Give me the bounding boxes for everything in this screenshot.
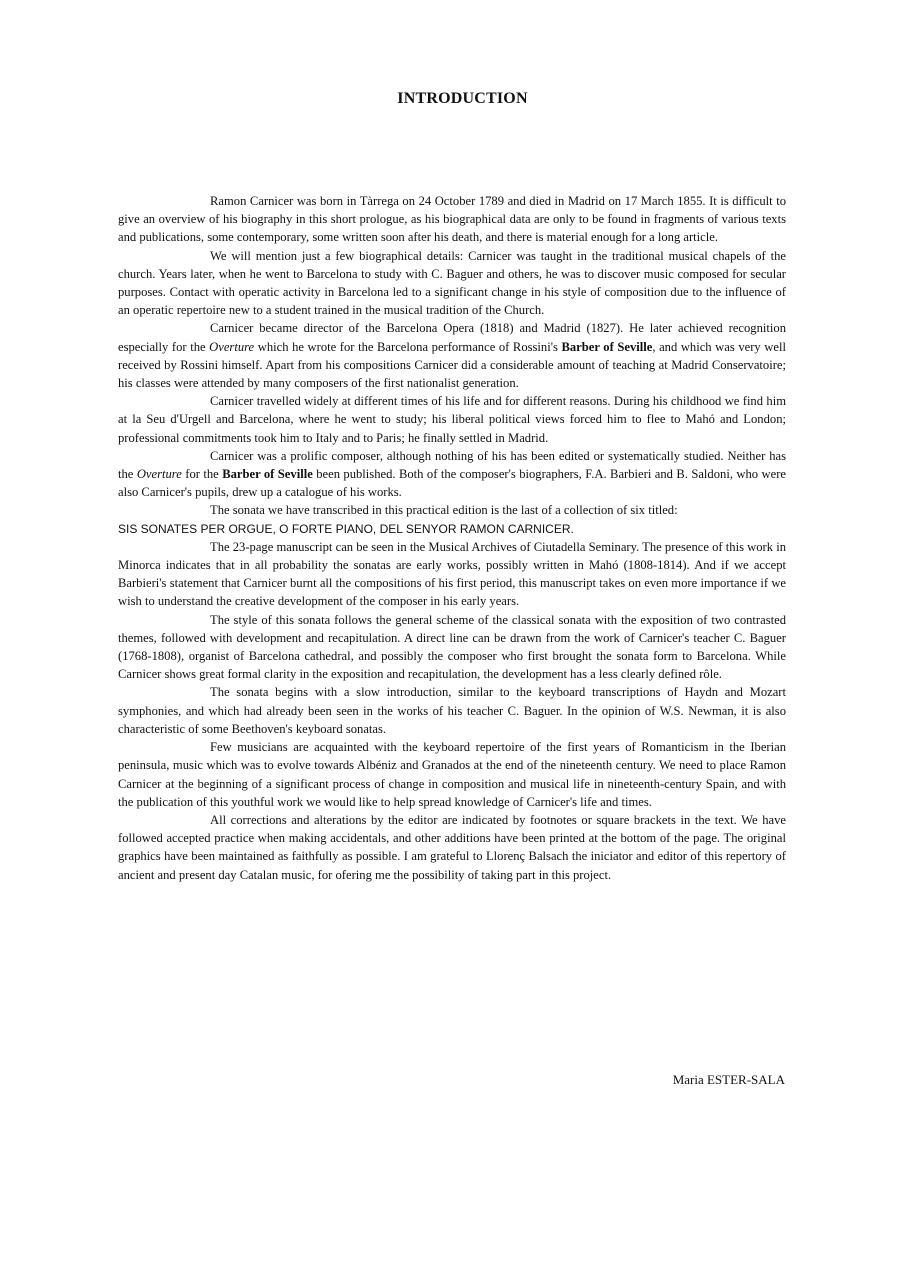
barber-of-seville-title: Barber of Seville bbox=[561, 339, 653, 354]
overture-title: Overture bbox=[136, 467, 182, 482]
paragraph-10: Few musicians are acquainted with the keyboard repertoire of the first years of Romanticism in the Iberian peninsula, music which was to evolve towards Albéniz and Granados at the end of the nineteenth century. We need to place Ramon Carnicer at the beginning of a significant process of change in composition and musical life in nineteenth-century Spain, and with the publication of this youthful work we would like to help spread knowledge of Carnicer's life and times. bbox=[118, 740, 786, 809]
paragraph-6: The sonata we have transcribed in this practical edition is the last of a collection of six titled: bbox=[210, 503, 678, 518]
author-signature: Maria ESTER-SALA bbox=[672, 1072, 785, 1087]
page-title: INTRODUCTION bbox=[397, 90, 528, 107]
paragraph-3-text-a: Carnicer became director of the Barcelona Opera (1818) and Madrid (1827). He later achieved recognition especially for the bbox=[118, 321, 786, 354]
paragraph-5-text-a: Carnicer was a prolific composer, although nothing of his has been edited or systematically studied. Neither has the bbox=[118, 448, 786, 482]
paragraph-5-text-c: been published. Both of the composer's biographers, F.A. Barbieri and B. Saldoni, who were also Carnicer's pupils, drew up a catalogue of his works. bbox=[118, 467, 786, 500]
paragraph-3-text-b: which he wrote for the Barcelona performance of Rossini's bbox=[254, 339, 562, 354]
paragraph-3-text-c: , and which was very well received by Rossini himself. Apart from his compositions Carnicer did a considerable amount of teaching at Madrid Conservatoire; his classes were attended by many composers of the first nationalist generation. bbox=[118, 339, 786, 391]
paragraph-2: We will mention just a few biographical details: Carnicer was taught in the traditional musical chapels of the church. Years later, when he went to Barcelona to study with C. Baguer and others, he was to discover music composed for secular purposes. Contact with operatic activity in Barcelona led to a significant change in his style of composition due to the influence of an operatic repertoire new to a student trained in the musical tradition of the Church. bbox=[118, 248, 786, 318]
paragraph-3 bbox=[118, 319, 786, 392]
paragraph-4: Carnicer travelled widely at different times of his life and for different reasons. During his childhood we find him at la Seu d'Urgell and Barcelona, where he went to study; his liberal political views forced him to flee to Mahó and London; professional commitments took him to Italy and to Paris; he finally settled in Madrid. bbox=[118, 394, 786, 445]
paragraph-1: Ramon Carnicer was born in Tàrrega on 24 October 1789 and died in Madrid on 17 March 1855. It is difficult to give an overview of his biography in this short prologue, as his biographical data are only to be found in fragments of various texts and publications, some contemporary, some written soon after his death, and there is material enough for a long article. bbox=[118, 194, 786, 245]
paragraph-8: The style of this sonata follows the general scheme of the classical sonata with the exposition of two contrasted themes, followed with development and recapitulation. A direct line can be drawn from the work of Carnicer's teacher C. Baguer (1768-1808), organist of Barcelona cathedral, and possibly the composer who first brought the sonata form to Barcelona. While Carnicer shows great formal clarity in the exposition and recapitulation, the development has a less clearly defined rôle. bbox=[118, 612, 786, 682]
collection-title: SIS SONATES PER ORGUE, O FORTE PIANO, DEL SENYOR RAMON CARNICER. bbox=[118, 521, 574, 536]
paragraph-11: All corrections and alterations by the editor are indicated by footnotes or square brackets in the text. We have followed accepted practice when making accidentals, and other additions have been printed at the bottom of the page. The original graphics have been maintained as faithfully as possible. I am grateful to Llorenç Balsach the iniciator and editor of this repertory of ancient and present day Catalan music, for ofering me the possibility of taking part in this project. bbox=[118, 812, 786, 882]
barber-of-seville-title: Barber of Seville bbox=[222, 467, 313, 482]
paragraph-5 bbox=[118, 447, 786, 502]
paragraph-7: The 23-page manuscript can be seen in the Musical Archives of Ciutadella Seminary. The presence of this work in Minorca indicates that in all probability the sonatas are early works, possibly written in Mahó (1808-1814). And if we accept Barbieri's statement that Carnicer burnt all the compositions of his first period, this manuscript takes on even more importance if we wish to understand the creative development of the composer in his early years. bbox=[118, 539, 786, 609]
overture-title: Overture bbox=[209, 339, 255, 354]
paragraph-9: The sonata begins with a slow introduction, similar to the keyboard transcriptions of Haydn and Mozart symphonies, and which had already been seen in the works of his teacher C. Baguer. In the opinion of W.S. Newman, it is also characteristic of some Beethoven's keyboard sonatas. bbox=[118, 685, 786, 736]
paragraph-5-text-b: for the bbox=[181, 467, 223, 482]
body-text bbox=[118, 192, 786, 884]
